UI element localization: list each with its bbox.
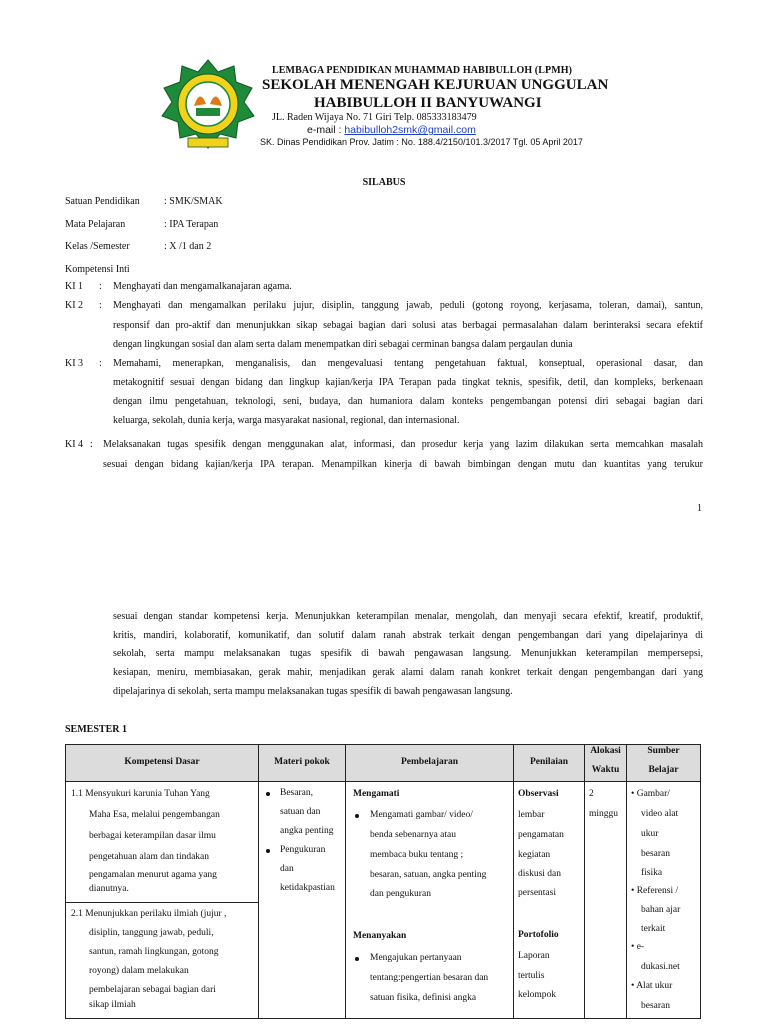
ki2-line: Menghayati dan mengamalkan perilaku jujur, disiplin, tanggung jawab, peduli (gotong royong, kerjasama, toleran, damai), santun, (113, 300, 703, 311)
table-col-line (258, 744, 259, 1019)
email-link[interactable]: habibulloh2smk@gmail.com (344, 124, 476, 136)
meta-label-mapel: Mata Pelajaran (65, 219, 126, 230)
observasi-line: persentasi (518, 888, 556, 898)
sumber-bullet: • (631, 981, 635, 991)
meta-label-kelas: Kelas /Semester (65, 241, 130, 252)
mengamati-line: Mengamati gambar/ video/ (370, 810, 473, 820)
kd-2-1-line: royong) dalam melakukan (89, 966, 189, 976)
ki3-colon: : (99, 358, 102, 369)
mengamati-line: benda sebenarnya atau (370, 830, 456, 840)
meta-label-satuan: Satuan Pendidikan (65, 196, 140, 207)
school-name-line1: SEKOLAH MENENGAH KEJURUAN UNGGULAN (262, 77, 609, 93)
kd-2-1-line: santun, ramah lingkungan, gotong (89, 947, 219, 957)
sumber-bullet: • (631, 942, 635, 952)
pembelajaran-bullet (355, 814, 359, 818)
ki2-code: KI 2 (65, 300, 84, 311)
pembelajaran-bullet (355, 957, 359, 961)
menanyakan-line: satuan fisika, definisi angka (370, 993, 477, 1003)
header-alokasi: Alokasi (590, 746, 621, 756)
sumber-bullet: • (631, 789, 635, 799)
ki4-continuation-line: kesiapan, meniru, membiasakan, gerak mahir, menjadikan gerak alami dalam ranah konkret terkait dengan pengembangan dari yang (113, 667, 703, 678)
alokasi-unit: minggu (589, 809, 619, 819)
portofolio-heading: Portofolio (518, 930, 559, 940)
semester-heading: SEMESTER 1 (65, 724, 127, 735)
observasi-heading: Observasi (518, 789, 559, 799)
ki3-code: KI 3 (65, 358, 84, 369)
table-col-line (626, 744, 627, 1019)
sumber-line: dukasi.net (641, 962, 680, 972)
table-border-top (65, 744, 701, 745)
meta-value-mapel: : IPA Terapan (164, 219, 219, 230)
sumber-line: fisika (641, 868, 663, 878)
table-col-line (700, 744, 701, 1019)
school-name-line2: HABIBULLOH II BANYUWANGI (314, 95, 542, 111)
portofolio-line: tertulis (518, 971, 545, 981)
sumber-line: terkait (641, 924, 666, 934)
kd-row-divider (65, 902, 258, 903)
materi-item-line: Pengukuran (280, 845, 326, 855)
sumber-line: Alat ukur (636, 981, 673, 991)
menanyakan-heading: Menanyakan (353, 931, 407, 941)
header-waktu: Waktu (591, 765, 620, 775)
sumber-line: ukur (641, 829, 659, 839)
menanyakan-line: Mengajukan pertanyaan (370, 953, 462, 963)
ki4-colon: : (90, 439, 93, 450)
table-col-line (513, 744, 514, 1019)
header-sumber: Sumber (647, 746, 680, 756)
portofolio-line: Laporan (518, 951, 550, 961)
menanyakan-line: tentang:pengertian besaran dan (370, 973, 489, 983)
sumber-line: besaran (641, 1001, 671, 1011)
table-col-line (65, 744, 66, 1019)
table-col-line (345, 744, 346, 1019)
table-border-bottom (65, 1018, 701, 1019)
table-header-divider (65, 781, 701, 782)
ki1-colon: : (99, 281, 102, 292)
sumber-line: bahan ajar (641, 905, 681, 915)
table-col-line (584, 744, 585, 1019)
observasi-line: kegiatan (518, 850, 551, 860)
meta-value-satuan: : SMK/SMAK (164, 196, 223, 207)
ki2-line: responsif dan pro-aktif dan menunjukkan sikap sebagai bagian dari solusi atas berbagai permasalahan dalam berinteraksi secara efektif (113, 320, 703, 331)
header-penilaian: Penilaian (529, 757, 568, 767)
materi-item-line: ketidakpastian (280, 883, 335, 893)
kd-2-1-line: disiplin, tanggung jawab, peduli, (89, 928, 214, 938)
observasi-line: pengamatan (518, 830, 564, 840)
mengamati-heading: Mengamati (353, 789, 400, 799)
ki4-code: KI 4 (65, 439, 84, 450)
kd-1-1-line: dianutnya. (89, 884, 129, 894)
ki4-continuation-line: kritis, mandiri, kolaboratif, komunikatif, dan solutif dalam ranah abstrak terkait dengan pengembangan dari yang dipelajarinya di (113, 630, 703, 641)
page-number: 1 (697, 503, 702, 514)
sumber-line: Referensi / (636, 886, 679, 896)
sumber-line: video alat (641, 809, 679, 819)
ki2-colon: : (99, 300, 102, 311)
document-title: SILABUS (362, 177, 406, 188)
ki3-line: Memahami, menerapkan, menganalisis, dan mengevaluasi tentang pengetahuan faktual, konseptual, operasional dasar, dan (113, 358, 703, 369)
materi-item-line: angka penting (280, 826, 334, 836)
school-logo (160, 58, 256, 154)
kd-1-1-line: 1.1 Mensyukuri karunia Tuhan Yang (71, 789, 210, 799)
ki1-code: KI 1 (65, 281, 84, 292)
meta-value-kelas: : X /1 dan 2 (164, 241, 212, 252)
alokasi-value: 2 (589, 789, 594, 799)
materi-bullet (266, 849, 270, 853)
kd-1-1-line: pengamalan menurut agama yang (89, 870, 217, 880)
mengamati-line: dan pengukuran (370, 889, 431, 899)
ki4-line: sesuai dengan bidang kajian/kerja IPA terapan. Menampilkan kinerja di bawah bimbingan dengan mutu dan kuantitas yang terukur (103, 459, 703, 470)
sumber-item-3 (631, 937, 644, 957)
sumber-line: besaran (641, 849, 671, 859)
portofolio-line: kelompok (518, 990, 556, 1000)
kd-2-1-line: 2.1 Menunjukkan perilaku ilmiah (jujur , (71, 909, 227, 919)
header-materi-pokok: Materi pokok (274, 757, 330, 767)
ki1-line: Menghayati dan mengamalkanajaran agama. (113, 281, 292, 292)
institution-name: LEMBAGA PENDIDIKAN MUHAMMAD HABIBULLOH (LPMH) (272, 65, 573, 76)
ki3-line: metakognitif sesuai dengan bidang dan lingkup kajian/kerja IPA Terapan pada tingkat teknis, spesifik, detil, dan kompleks, berkenaan (113, 377, 703, 388)
mengamati-line: membaca buku tentang ; (370, 850, 464, 860)
observasi-line: lembar (518, 810, 545, 820)
materi-bullet (266, 792, 270, 796)
school-email-row (307, 124, 476, 136)
ki4-continuation-line: sekolah, serta mampu melaksanakan tugas spesifik di bawah pengawasan langsung. Menunjukkan keterampilan mempersepsi, (113, 648, 703, 659)
school-logo-icon (160, 58, 256, 154)
header-pembelajaran: Pembelajaran (401, 757, 458, 767)
observasi-line: diskusi dan (518, 869, 562, 879)
materi-item-line: Besaran, (280, 788, 313, 798)
ki3-line: keluarga, sekolah, dunia kerja, warga masyarakat nasional, regional, dan internasional. (113, 415, 460, 426)
sumber-line: e- (636, 942, 645, 952)
mengamati-line: besaran, satuan, angka penting (370, 870, 487, 880)
ki4-line: Melaksanakan tugas spesifik dengan menggunakan alat, informasi, dan prosedur kerja yang lazim dilakukan serta memcahkan masalah (103, 439, 703, 450)
kompetensi-inti-heading: Kompetensi Inti (65, 264, 130, 275)
ki4-continuation-line: sesuai dengan standar kompetensi kerja. Menunjukkan keterampilan menalar, mengolah, dan menyaji secara efektif, kreatif, produktif, (113, 611, 703, 622)
header-belajar: Belajar (648, 765, 679, 775)
kd-1-1-line: Maha Esa, melalui pengembangan (89, 810, 220, 820)
sumber-item-1 (631, 784, 670, 804)
ki3-line: dengan ilmu pengetahuan, teknologi, seni, budaya, dan humaniora dalam konteks pengembangan potensi diri sebagai bagian dari (113, 396, 703, 407)
ki2-line: dengan lingkungan sosial dan alam serta dalam menempatkan diri sebagai cerminan bangsa dalam pergaulan dunia (113, 339, 573, 350)
decree-line: SK. Dinas Pendidikan Prov. Jatim : No. 188.4/2150/101.3/2017 Tgl. 05 April 2017 (260, 137, 583, 147)
materi-item-line: satuan dan (280, 807, 321, 817)
materi-item-line: dan (280, 864, 294, 874)
ki4-continuation-line: dipelajarinya di sekolah, serta mampu melaksanakan tugas spesifik di bawah pengawasan langsung. (113, 686, 513, 697)
sumber-item-2 (631, 881, 678, 901)
kd-1-1-line: pengetahuan alam dan tindakan (89, 852, 210, 862)
kd-2-1-line: sikap ilmiah (89, 1000, 136, 1010)
header-kompetensi-dasar: Kompetensi Dasar (124, 757, 200, 767)
sumber-line: Gambar/ (636, 789, 670, 799)
sumber-item-4 (631, 976, 672, 996)
sumber-bullet: • (631, 886, 635, 896)
kd-2-1-line: pembelajaran sebagai bagian dari (89, 985, 216, 995)
kd-1-1-line: berbagai keterampilan dasar ilmu (89, 831, 216, 841)
email-label: e-mail : (307, 124, 345, 136)
school-address: JL. Raden Wijaya No. 71 Giri Telp. 085333183479 (272, 112, 477, 123)
